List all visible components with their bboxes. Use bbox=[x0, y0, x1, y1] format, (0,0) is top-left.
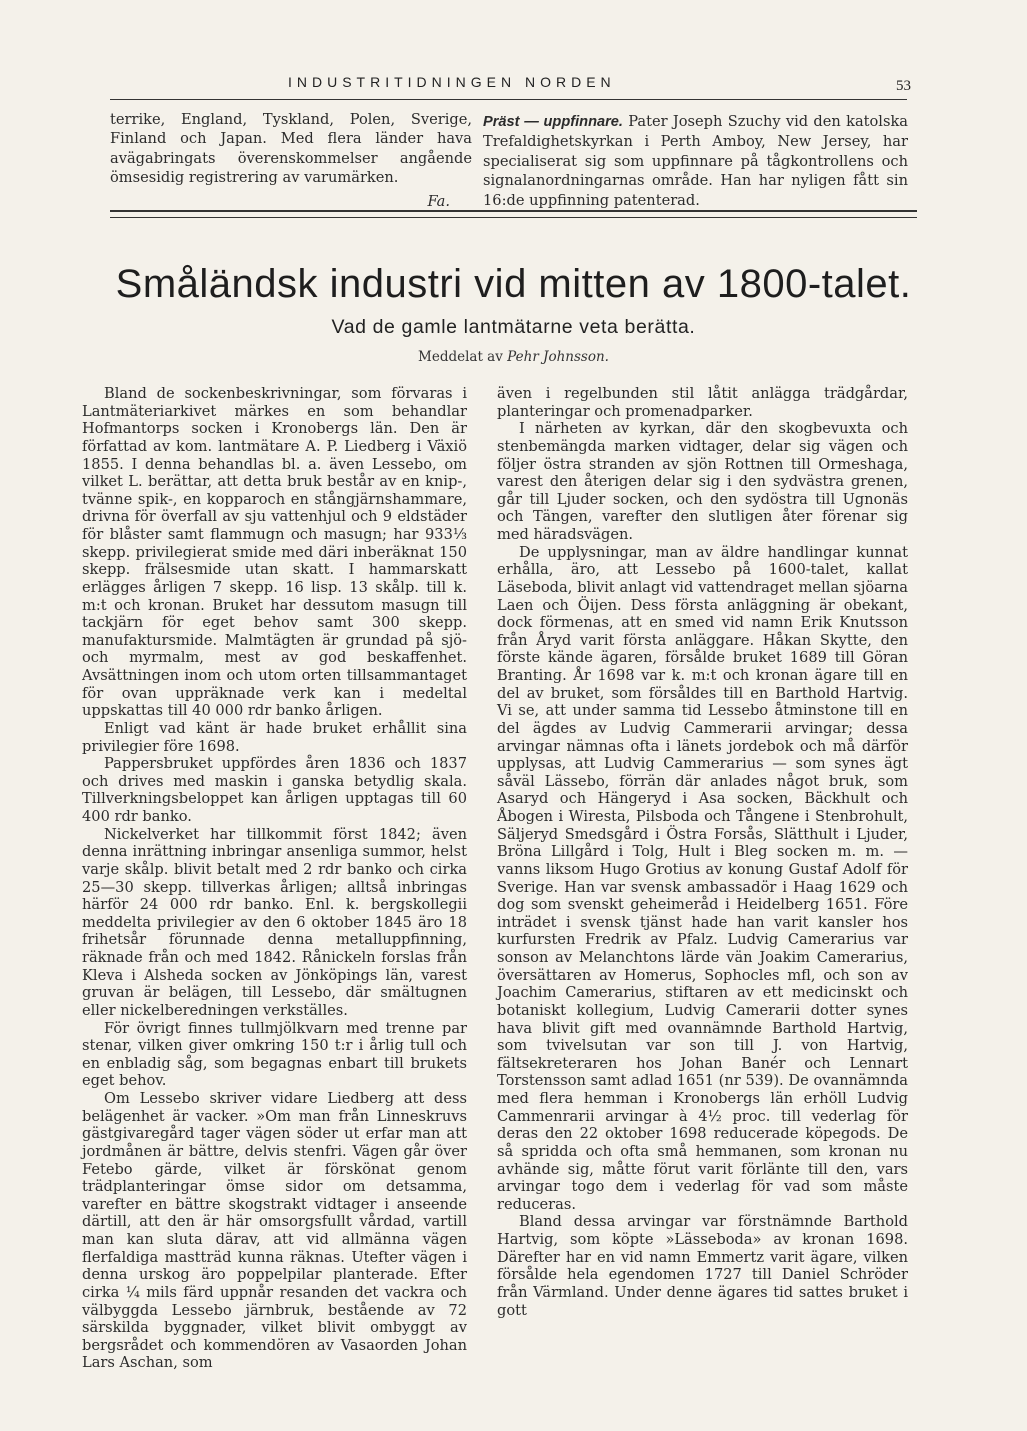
notice-text: Pater Joseph Szuchy vid den katolska Trefaldighetskyrkan i Perth Amboy, New Jersey, har specialiserat sig som uppfinnare på tågkontrollens och signalanordningarnas område. Han har nyligen fått sin 16:de uppfinning patenterad. bbox=[483, 113, 908, 209]
article-title: Småländsk industri vid mitten av 1800-talet. bbox=[115, 262, 912, 306]
top-left-signature: Fa. bbox=[427, 192, 450, 210]
page-number: 53 bbox=[896, 78, 911, 94]
section-divider bbox=[110, 210, 917, 218]
byline-author: Pehr Johnsson. bbox=[507, 349, 609, 365]
paragraph: I närheten av kyrkan, där den skogbevuxta och stenbemängda marken vidtager, delar sig vägen och följer östra stranden av sjön Rottnen till Ormeshaga, varest den återigen delar sig i den sydvästra grenen, går till Ljuder socken, och den sydöstra till Ugnonäs och Tängen, varefter den slutligen åter förenar sig med häradsvägen. bbox=[497, 420, 908, 543]
paragraph: De upplysningar, man av äldre handlingar kunnat erhålla, äro, att Lessebo på 1600-talet, kallat Läseboda, blivit anlagt vid vattendraget mellan sjöarna Laen och Öijen. Dess första anläggning är obekant, dock förmenas, att en smed vid namn Erik Knutsson från Åryd varit första anläggare. Håkan Skytte, den förste kände ägaren, försålde bruket 1689 till Göran Branting. År 1698 var k. m:t och kronan ägare till en del av bruket, som försåldes till en Barthold Hartvig. Vi se, att under samma tid Lessebo åtminstone till en del ägdes av Ludvig Cammerarii arvingar; dessa arvingar nämnas ofta i länets jordebok och må därför upplysas, att Ludvig Cammerarius — som synes ägt såväl Lässebo, förrän där anlades något bruk, som Asaryd och Hängeryd i Asa socken, Bäckhult och Åbogen i Wiresta, Pilsboda och Tångene i Stenbrohult, Säljeryd Smedsgård i Östra Forsås, Slätthult i Ljuder, Bröna Lillgård i Tolg, Hult i Bleg socken m. m. — vanns liksom Hugo Grotius av konung Gustaf Adolf för Sverige. Han var svensk ambassadör i Haag 1629 och dog som svenskt geheimeråd i Heidelberg 1651. Före inträdet i svensk tjänst hade han varit kansler hos kurfursten Fredrik av Pfalz. Ludvig Camerarius var sonson av Melanchtons lärde vän Joakim Camerarius, översättaren av Homerus, Sophocles mfl, och son av Joachim Camerarius, stiftaren av ett medicinskt och botaniskt kollegium, Ludvig Camerarii dotter synes hava blivit gift med ovannämnde Barthold Hartvig, som tvivelsutan var son till J. von Hartvig, fältsekreteraren hos Johan Banér och Lennart Torstensson samt adlad 1651 (nr 539). De ovannämnda med flera hemman i Kronobergs län erhöll Ludvig Cammenrarii arvingar à 4½ proc. till vederlag för deras den 22 oktober 1698 reducerade köpegods. De så spridda och ofta små hemmanen, som kronan nu avhände sig, måtte förut varit förlänte till den, vars arvingar togo dem i vederlag för vad som måste reduceras. bbox=[497, 543, 908, 1213]
running-header bbox=[110, 72, 911, 102]
paragraph: Bland de sockenbeskrivningar, som förvaras i Lantmäteriarkivet märkes en som behandlar Hofmantorps socken i Kronobergs län. Den är författad av kom. lantmätare A. P. Liedberg i Växiö 1855. I denna behandlas bl. a. även Lessebo, om vilket L. berättar, att detta bruk består av en knip-, tvänne spik-, en kopparoch en stångjärnshammare, drivna för överfall av sju vattenhjul och 9 eldstäder för blåster samt flammugn och masugn; har 933⅓ skepp. privilegierat smide med däri inberäknat 150 skepp. frälsesmide utan skatt. I hammarskatt erlägges årligen 7 skepp. 16 lisp. 13 skålp. till k. m:t och kronan. Bruket har dessutom masugn till tackjärn för eget behov samt 300 skepp. manufaktursmide. Malmtägten är grundad på sjö- och myrmalm, mest av god beskaffenhet. Avsättningen inom och utom orten tillsammantaget för ovan uppräknade verk kan i medeltal uppskattas till 40 000 rdr banko årligen. bbox=[82, 385, 467, 720]
article-subtitle: Vad de gamle lantmätarne veta berätta. bbox=[331, 316, 696, 338]
paragraph: Pappersbruket uppfördes åren 1836 och 1837 och drives med maskin i ganska betydlig skala. Tillverkningsbeloppet kan årligen upptagas till 60 400 rdr banko. bbox=[82, 755, 467, 825]
article-byline bbox=[0, 349, 1027, 365]
top-left-snippet bbox=[110, 110, 472, 211]
paragraph: Om Lessebo skriver vidare Liedberg att dess belägenhet är vacker. »Om man från Linneskruvs gästgivaregård tager vägen söder ut erfar man att jordmånen är bättre, delvis stenfri. Vägen går över Fetebo gärde, vilket är förskönat genom trädplanteringar ömse sidor om detsamma, varefter en bättre skogstrakt vidtager i anseende därtill, att den är här omsorgsfullt vårdad, vartill man kan sluta därav, att vid allmänna vägen flerfaldiga mastträd kunna räknas. Utefter vägen i denna urskog äro poppelpilar planterade. Efter cirka ¼ mils färd uppnår resanden det vackra och välbyggda Lessebo järnbruk, bestående av 72 särskilda byggnader, vilket blivit ombyggt av bergsrådet och kommendören av Vasaorden Johan Lars Aschan, som bbox=[82, 1090, 467, 1372]
article-column-left bbox=[82, 385, 467, 1372]
paragraph: Bland dessa arvingar var förstnämnde Barthold Hartvig, som köpte »Lässeboda» av kronan 1698. Därefter har en vid namn Emmertz varit ägare, vilken försålde hela egendomen 1727 till Daniel Schröder från Värmland. Under denne ägares tid sattes bruket i gott bbox=[497, 1213, 908, 1319]
article-column-right bbox=[497, 385, 908, 1319]
paragraph: även i regelbunden stil låtit anlägga trädgårdar, planteringar och promenadparker. bbox=[497, 385, 908, 420]
paragraph: Enligt vad känt är hade bruket erhållit sina privilegier före 1698. bbox=[82, 719, 467, 755]
top-left-text: terrike, England, Tyskland, Polen, Sverige, Finland och Japan. Med flera länder hava avägabringats överenskommelser angående ömsesidig registrering av varumärken. bbox=[110, 111, 472, 187]
masthead: INDUSTRITIDNINGEN NORDEN bbox=[288, 74, 616, 90]
top-right-notice bbox=[483, 112, 908, 210]
header-rule bbox=[110, 99, 907, 100]
paragraph: För övrigt finnes tullmjölkvarn med trenne par stenar, vilken giver omkring 150 t:r i årlig tull och en enbladig såg, som begagnas enbart till brukets eget behov. bbox=[82, 1019, 467, 1090]
byline-prefix: Meddelat av bbox=[418, 349, 503, 365]
paragraph: Nickelverket har tillkommit först 1842; även denna inrättning inbringar ansenliga summor, helst varje skålp. blivit betalt med 2 rdr banko och cirka 25—30 skepp. tillverkas årligen; alltså inbringas härför 24 000 rdr banko. Enl. k. bergskollegii meddelta privilegier av den 6 oktober 1845 äro 18 frihetsår förunnade denna metalluppfinning, räknade från och med 1842. Rånickeln forslas från Kleva i Alsheda socken av Jönköpings län, varest gruvan är belägen, till Lessebo, där smältugnen eller nickelberedningen verkställes. bbox=[82, 825, 467, 1019]
notice-heading: Präst — uppfinnare. bbox=[483, 114, 623, 130]
